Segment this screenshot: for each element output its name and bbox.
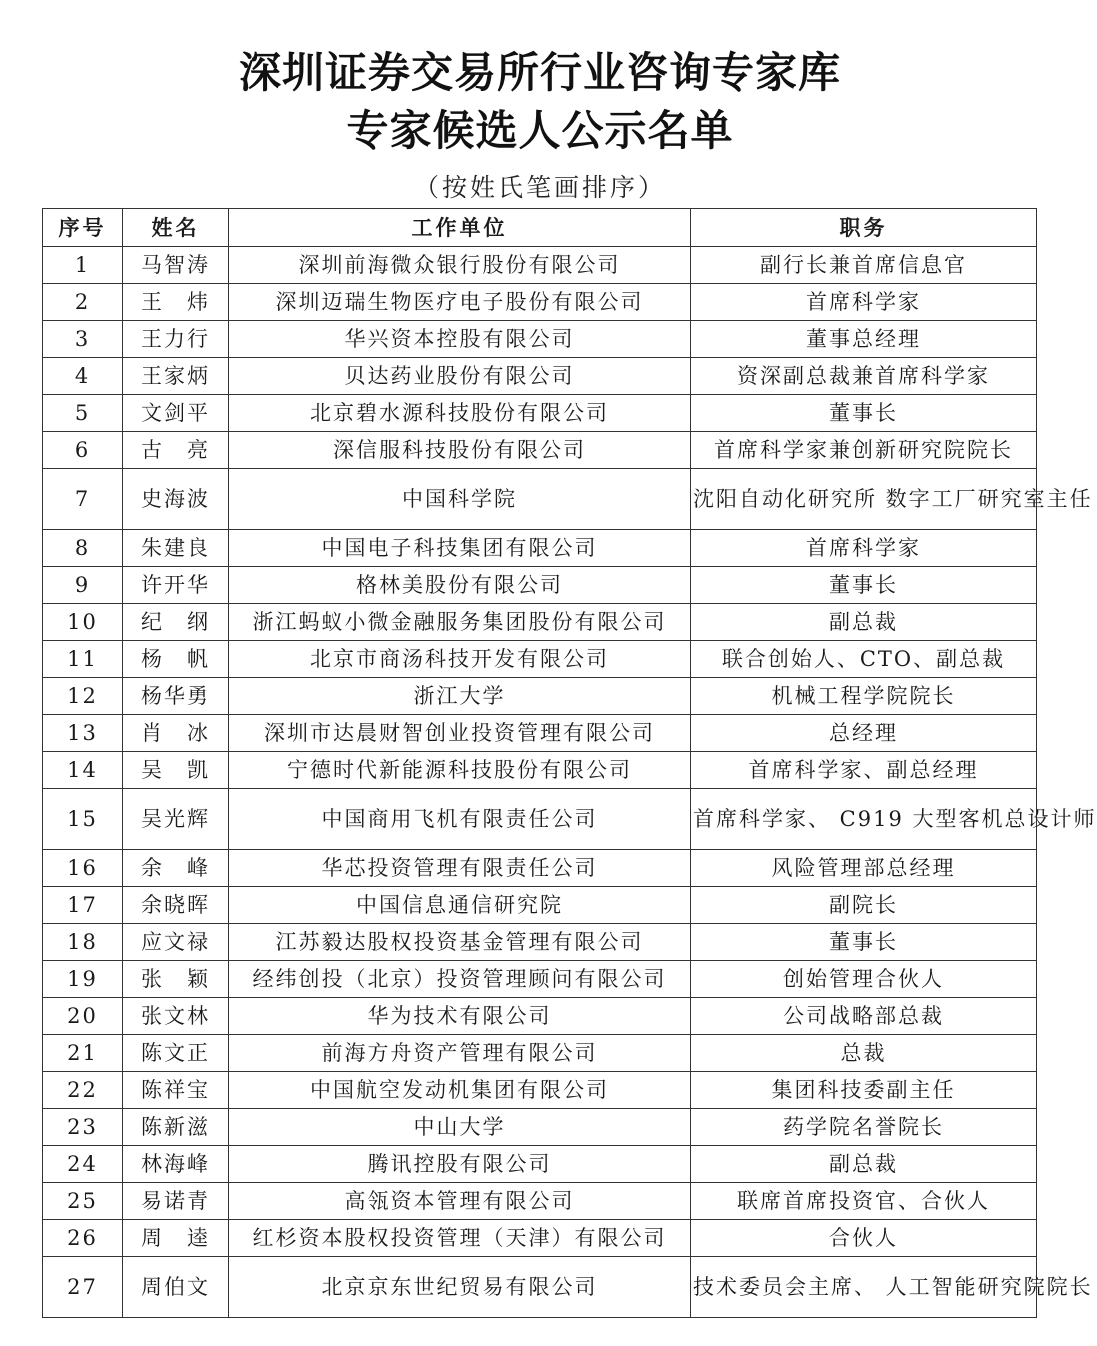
table-row xyxy=(43,887,1037,924)
row-number: 8 xyxy=(43,530,123,567)
row-number: 3 xyxy=(43,321,123,358)
table-row xyxy=(43,715,1037,752)
table-row xyxy=(43,641,1037,678)
row-number: 5 xyxy=(43,395,123,432)
row-position: 首席科学家兼创新研究院院长 xyxy=(691,432,1037,469)
row-organization: 红杉资本股权投资管理（天津）有限公司 xyxy=(229,1220,691,1257)
table-row xyxy=(43,1072,1037,1109)
table-row xyxy=(43,321,1037,358)
row-organization: 格林美股份有限公司 xyxy=(229,567,691,604)
table-row xyxy=(43,530,1037,567)
row-organization: 北京碧水源科技股份有限公司 xyxy=(229,395,691,432)
row-name: 史海波 xyxy=(123,469,229,530)
row-organization: 贝达药业股份有限公司 xyxy=(229,358,691,395)
row-position: 副总裁 xyxy=(691,1146,1037,1183)
table-row xyxy=(43,469,1037,530)
row-organization: 华为技术有限公司 xyxy=(229,998,691,1035)
document-title-line2: 专家候选人公示名单 xyxy=(346,106,734,155)
row-position: 总经理 xyxy=(691,715,1037,752)
table-row xyxy=(43,1183,1037,1220)
row-position: 副总裁 xyxy=(691,604,1037,641)
row-position: 首席科学家、 C919 大型客机总设计师 xyxy=(691,789,1037,850)
table-header-row xyxy=(43,209,1037,247)
row-organization: 中国商用飞机有限责任公司 xyxy=(229,789,691,850)
row-number: 7 xyxy=(43,469,123,530)
row-name: 余晓晖 xyxy=(123,887,229,924)
row-name: 陈新滋 xyxy=(123,1109,229,1146)
row-position: 首席科学家 xyxy=(691,284,1037,321)
row-name: 肖 冰 xyxy=(123,715,229,752)
row-position: 创始管理合伙人 xyxy=(691,961,1037,998)
document-subtitle: （按姓氏笔画排序） xyxy=(413,173,666,202)
row-organization: 中国电子科技集团有限公司 xyxy=(229,530,691,567)
row-number: 18 xyxy=(43,924,123,961)
row-position: 风险管理部总经理 xyxy=(691,850,1037,887)
row-name: 纪 纲 xyxy=(123,604,229,641)
row-organization: 北京京东世纪贸易有限公司 xyxy=(229,1257,691,1318)
row-number: 12 xyxy=(43,678,123,715)
row-position: 联合创始人、CTO、副总裁 xyxy=(691,641,1037,678)
row-number: 11 xyxy=(43,641,123,678)
row-name: 周伯文 xyxy=(123,1257,229,1318)
row-name: 吴 凯 xyxy=(123,752,229,789)
row-number: 15 xyxy=(43,789,123,850)
row-name: 易诺青 xyxy=(123,1183,229,1220)
header-number: 序号 xyxy=(43,209,123,247)
header-organization: 工作单位 xyxy=(229,209,691,247)
table-row xyxy=(43,924,1037,961)
row-position: 联席首席投资官、合伙人 xyxy=(691,1183,1037,1220)
table-row xyxy=(43,284,1037,321)
header-name: 姓名 xyxy=(123,209,229,247)
row-name: 马智涛 xyxy=(123,247,229,284)
row-number: 17 xyxy=(43,887,123,924)
table-row xyxy=(43,752,1037,789)
row-name: 王 炜 xyxy=(123,284,229,321)
row-number: 26 xyxy=(43,1220,123,1257)
row-organization: 中国信息通信研究院 xyxy=(229,887,691,924)
row-number: 2 xyxy=(43,284,123,321)
row-position: 董事长 xyxy=(691,924,1037,961)
row-number: 10 xyxy=(43,604,123,641)
row-organization: 江苏毅达股权投资基金管理有限公司 xyxy=(229,924,691,961)
row-name: 王力行 xyxy=(123,321,229,358)
row-position: 董事总经理 xyxy=(691,321,1037,358)
row-organization: 中山大学 xyxy=(229,1109,691,1146)
row-name: 余 峰 xyxy=(123,850,229,887)
table-row xyxy=(43,789,1037,850)
table-row xyxy=(43,961,1037,998)
row-number: 25 xyxy=(43,1183,123,1220)
row-name: 陈祥宝 xyxy=(123,1072,229,1109)
table-row xyxy=(43,1146,1037,1183)
table-body xyxy=(43,247,1097,1318)
row-organization: 经纬创投（北京）投资管理顾问有限公司 xyxy=(229,961,691,998)
row-position: 董事长 xyxy=(691,567,1037,604)
row-position: 副院长 xyxy=(691,887,1037,924)
row-number: 27 xyxy=(43,1257,123,1318)
row-name: 杨 帆 xyxy=(123,641,229,678)
table-row xyxy=(43,247,1037,284)
row-name: 朱建良 xyxy=(123,530,229,567)
row-name: 古 亮 xyxy=(123,432,229,469)
row-name: 杨华勇 xyxy=(123,678,229,715)
row-number: 9 xyxy=(43,567,123,604)
table-row xyxy=(43,998,1037,1035)
row-organization: 中国航空发动机集团有限公司 xyxy=(229,1072,691,1109)
row-name: 文剑平 xyxy=(123,395,229,432)
table-row xyxy=(43,1035,1037,1072)
row-name: 许开华 xyxy=(123,567,229,604)
row-name: 张 颖 xyxy=(123,961,229,998)
table-row xyxy=(43,678,1037,715)
row-position: 沈阳自动化研究所 数字工厂研究室主任 xyxy=(691,469,1037,530)
row-number: 1 xyxy=(43,247,123,284)
row-number: 24 xyxy=(43,1146,123,1183)
row-organization: 深信服科技股份有限公司 xyxy=(229,432,691,469)
row-organization: 北京市商汤科技开发有限公司 xyxy=(229,641,691,678)
row-name: 周 逵 xyxy=(123,1220,229,1257)
header-position: 职务 xyxy=(691,209,1037,247)
row-position: 集团科技委副主任 xyxy=(691,1072,1037,1109)
row-position: 公司战略部总裁 xyxy=(691,998,1037,1035)
row-number: 22 xyxy=(43,1072,123,1109)
row-number: 21 xyxy=(43,1035,123,1072)
row-position: 首席科学家、副总经理 xyxy=(691,752,1037,789)
row-name: 陈文正 xyxy=(123,1035,229,1072)
row-name: 王家炳 xyxy=(123,358,229,395)
row-organization: 华兴资本控股有限公司 xyxy=(229,321,691,358)
row-position: 药学院名誉院长 xyxy=(691,1109,1037,1146)
row-position: 资深副总裁兼首席科学家 xyxy=(691,358,1037,395)
row-name: 应文禄 xyxy=(123,924,229,961)
row-organization: 腾讯控股有限公司 xyxy=(229,1146,691,1183)
row-organization: 中国科学院 xyxy=(229,469,691,530)
row-organization: 深圳迈瑞生物医疗电子股份有限公司 xyxy=(229,284,691,321)
row-position: 机械工程学院院长 xyxy=(691,678,1037,715)
table-row xyxy=(43,1220,1037,1257)
document-title-line1: 深圳证券交易所行业咨询专家库 xyxy=(238,48,841,97)
row-number: 16 xyxy=(43,850,123,887)
row-organization: 浙江大学 xyxy=(229,678,691,715)
row-number: 20 xyxy=(43,998,123,1035)
candidate-table xyxy=(42,208,1097,1318)
row-name: 林海峰 xyxy=(123,1146,229,1183)
row-organization: 前海方舟资产管理有限公司 xyxy=(229,1035,691,1072)
table-row xyxy=(43,432,1037,469)
row-organization: 深圳前海微众银行股份有限公司 xyxy=(229,247,691,284)
table-row xyxy=(43,604,1037,641)
row-name: 吴光辉 xyxy=(123,789,229,850)
row-number: 4 xyxy=(43,358,123,395)
row-position: 总裁 xyxy=(691,1035,1037,1072)
row-organization: 宁德时代新能源科技股份有限公司 xyxy=(229,752,691,789)
row-position: 首席科学家 xyxy=(691,530,1037,567)
row-number: 14 xyxy=(43,752,123,789)
row-organization: 深圳市达晨财智创业投资管理有限公司 xyxy=(229,715,691,752)
table-row xyxy=(43,567,1037,604)
row-organization: 浙江蚂蚁小微金融服务集团股份有限公司 xyxy=(229,604,691,641)
row-position: 技术委员会主席、 人工智能研究院院长 xyxy=(691,1257,1037,1318)
table-row xyxy=(43,1257,1037,1318)
row-organization: 高瓴资本管理有限公司 xyxy=(229,1183,691,1220)
table-row xyxy=(43,358,1037,395)
row-number: 19 xyxy=(43,961,123,998)
table-row xyxy=(43,395,1037,432)
row-number: 23 xyxy=(43,1109,123,1146)
row-position: 副行长兼首席信息官 xyxy=(691,247,1037,284)
table-row xyxy=(43,1109,1037,1146)
row-position: 董事长 xyxy=(691,395,1037,432)
row-name: 张文林 xyxy=(123,998,229,1035)
row-organization: 华芯投资管理有限责任公司 xyxy=(229,850,691,887)
row-number: 13 xyxy=(43,715,123,752)
row-number: 6 xyxy=(43,432,123,469)
row-position: 合伙人 xyxy=(691,1220,1037,1257)
table-row xyxy=(43,850,1037,887)
